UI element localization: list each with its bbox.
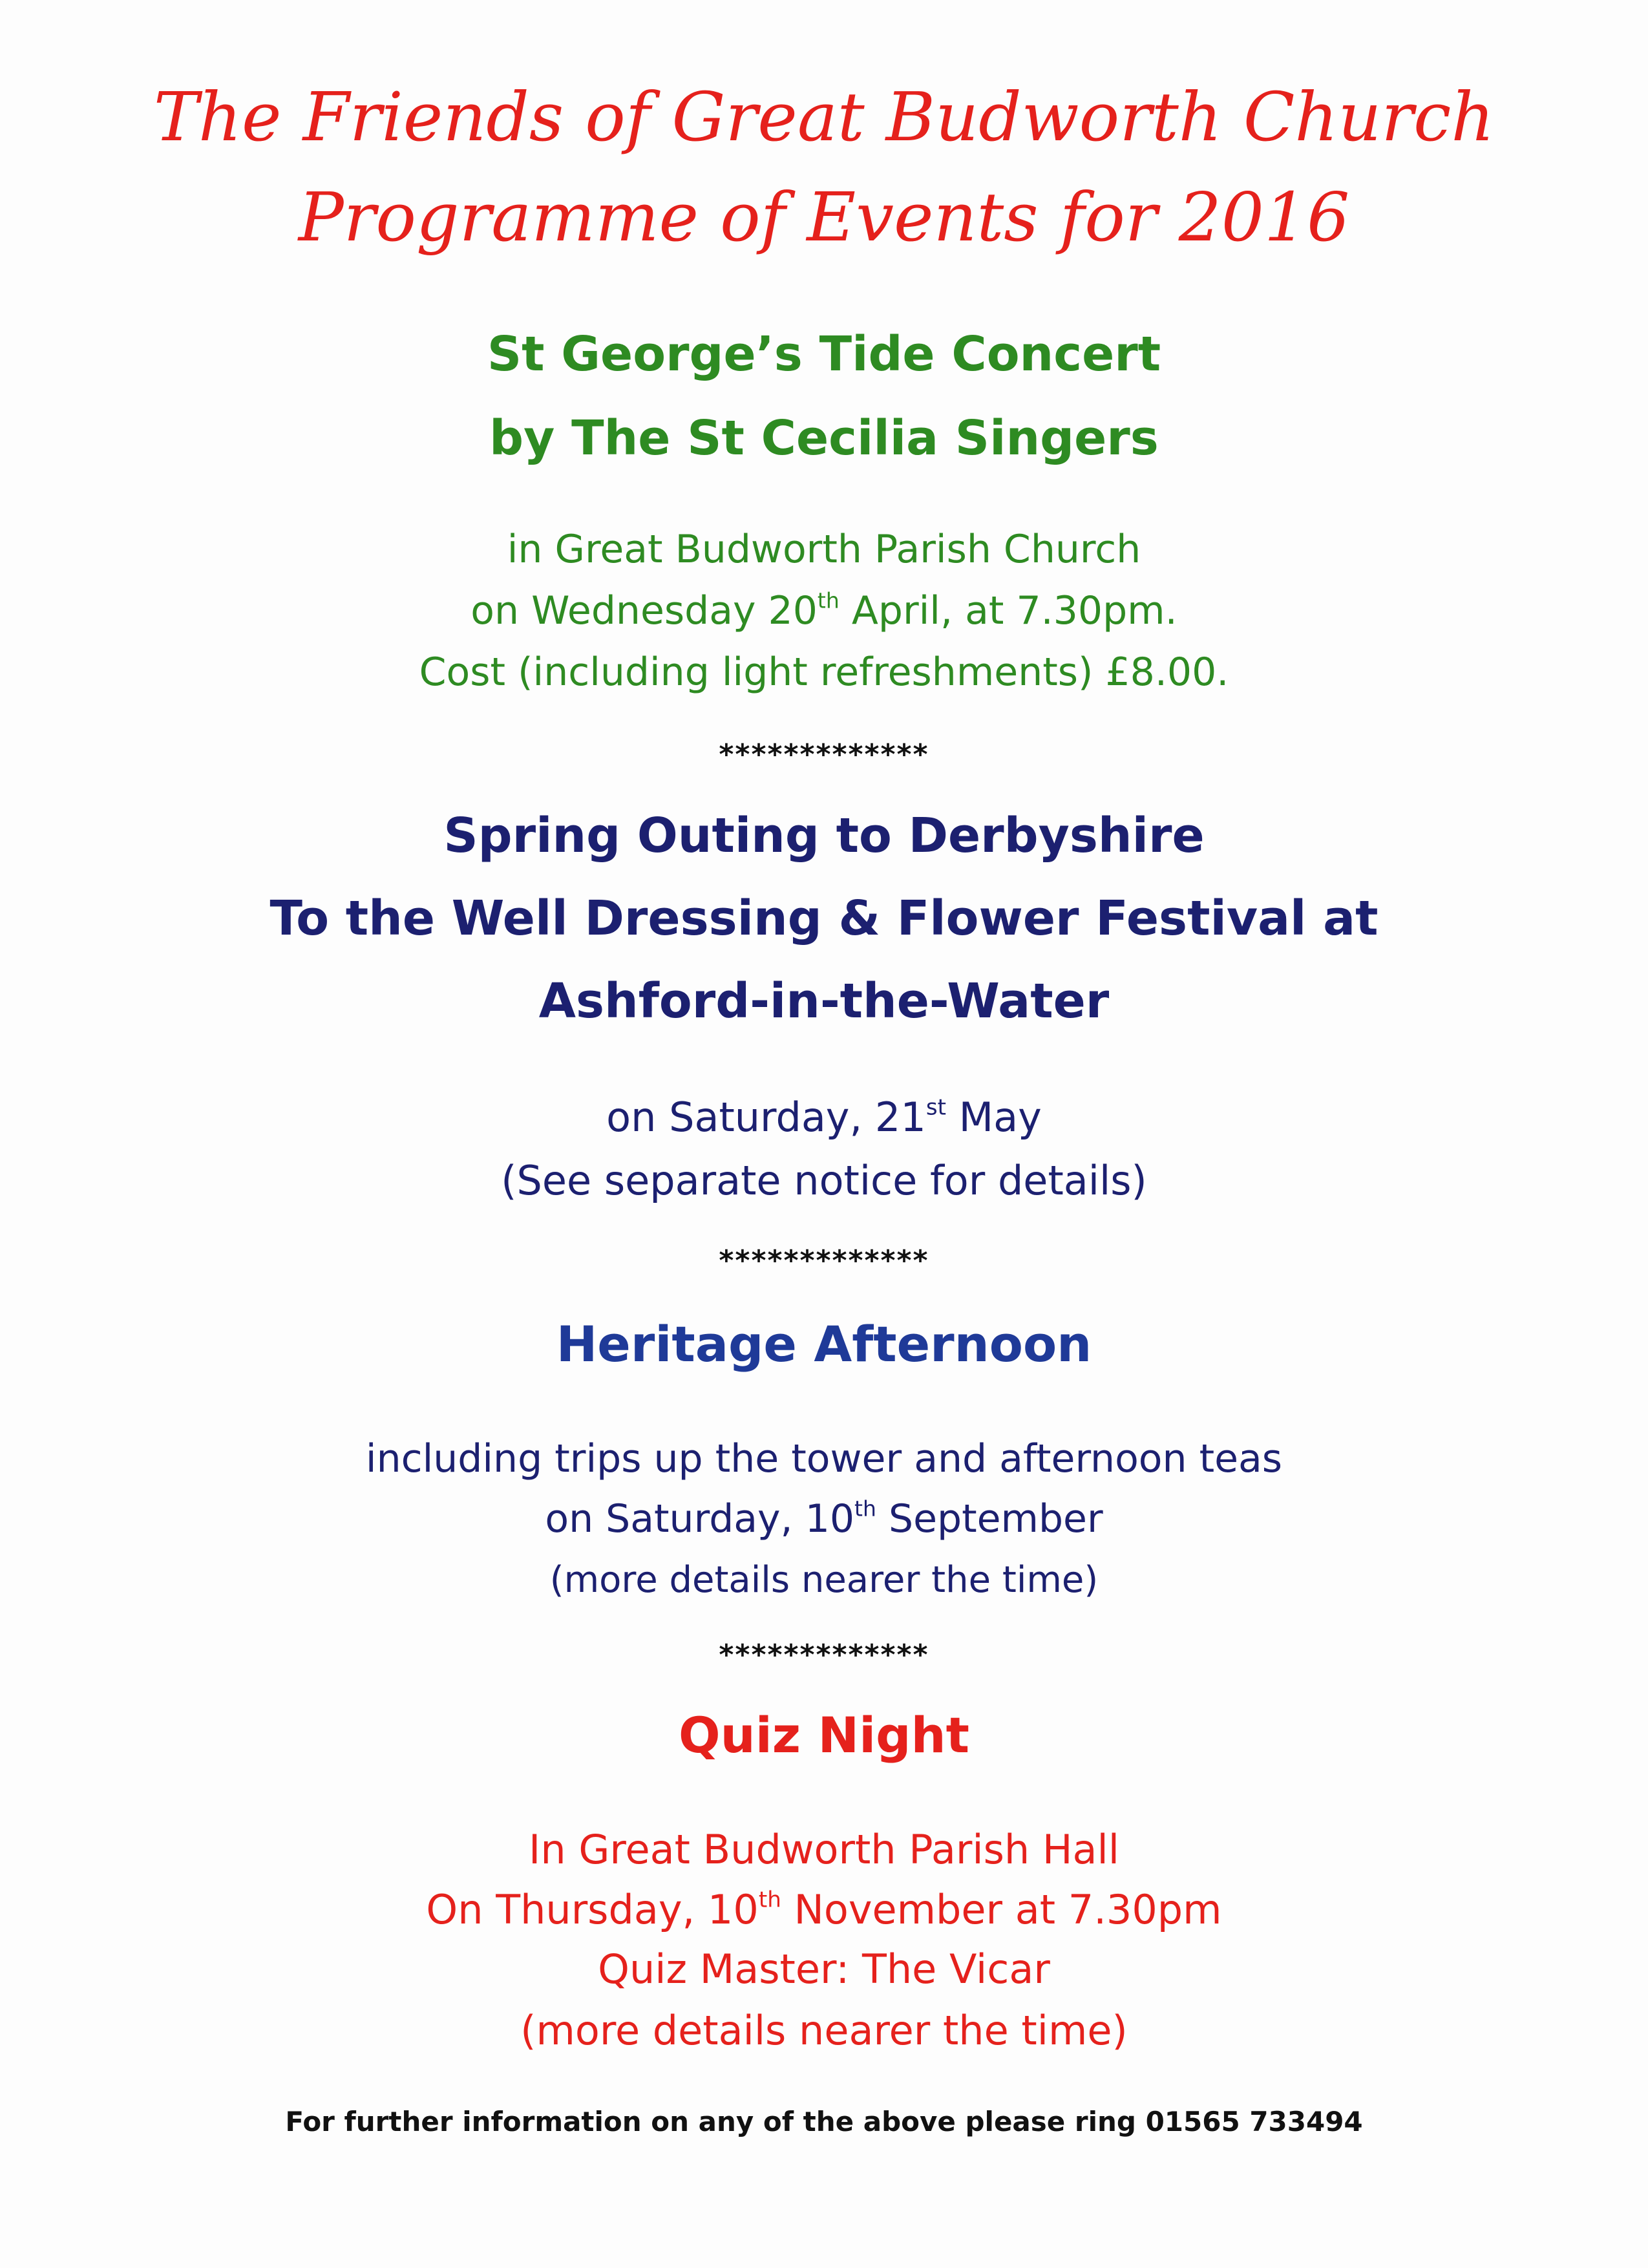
event-title-line-3: Ashford-in-the-Water — [538, 973, 1110, 1029]
separator: ************* — [719, 1638, 929, 1671]
event-details: (more details nearer the time) — [520, 2007, 1128, 2054]
event-date: on Wednesday 20th April, at 7.30pm. — [470, 588, 1178, 633]
separator: ************* — [719, 1244, 929, 1277]
event-date: on Saturday, 21st May — [606, 1094, 1042, 1141]
event-description: including trips up the tower and afternoon teas — [365, 1436, 1283, 1481]
title-line-2: Programme of Events for 2016 — [298, 178, 1350, 257]
event-title-line-2: To the Well Dressing & Flower Festival at — [269, 891, 1379, 946]
title-line-1: The Friends of Great Budworth Church — [153, 78, 1495, 156]
event-date: On Thursday, 10th November at 7.30pm — [426, 1886, 1222, 1933]
event-details: (more details nearer the time) — [549, 1559, 1099, 1601]
event-details: (See separate notice for details) — [501, 1157, 1147, 1204]
event-title-line-2: by The St Cecilia Singers — [489, 410, 1159, 466]
event-title: Quiz Night — [679, 1706, 969, 1764]
event-quiz-master: Quiz Master: The Vicar — [598, 1945, 1050, 1993]
footer-contact: For further information on any of the above please ring 01565 733494 — [285, 2106, 1363, 2137]
event-venue: in Great Budworth Parish Church — [507, 527, 1141, 572]
event-title-line-1: St George’s Tide Concert — [487, 326, 1161, 382]
event-date: on Saturday, 10th September — [545, 1496, 1103, 1542]
event-cost: Cost (including light refreshments) £8.00. — [419, 650, 1229, 695]
separator: ************* — [719, 738, 929, 771]
event-title-line-1: Spring Outing to Derbyshire — [443, 808, 1205, 864]
event-title: Heritage Afternoon — [556, 1315, 1092, 1373]
event-venue: In Great Budworth Parish Hall — [529, 1826, 1119, 1873]
